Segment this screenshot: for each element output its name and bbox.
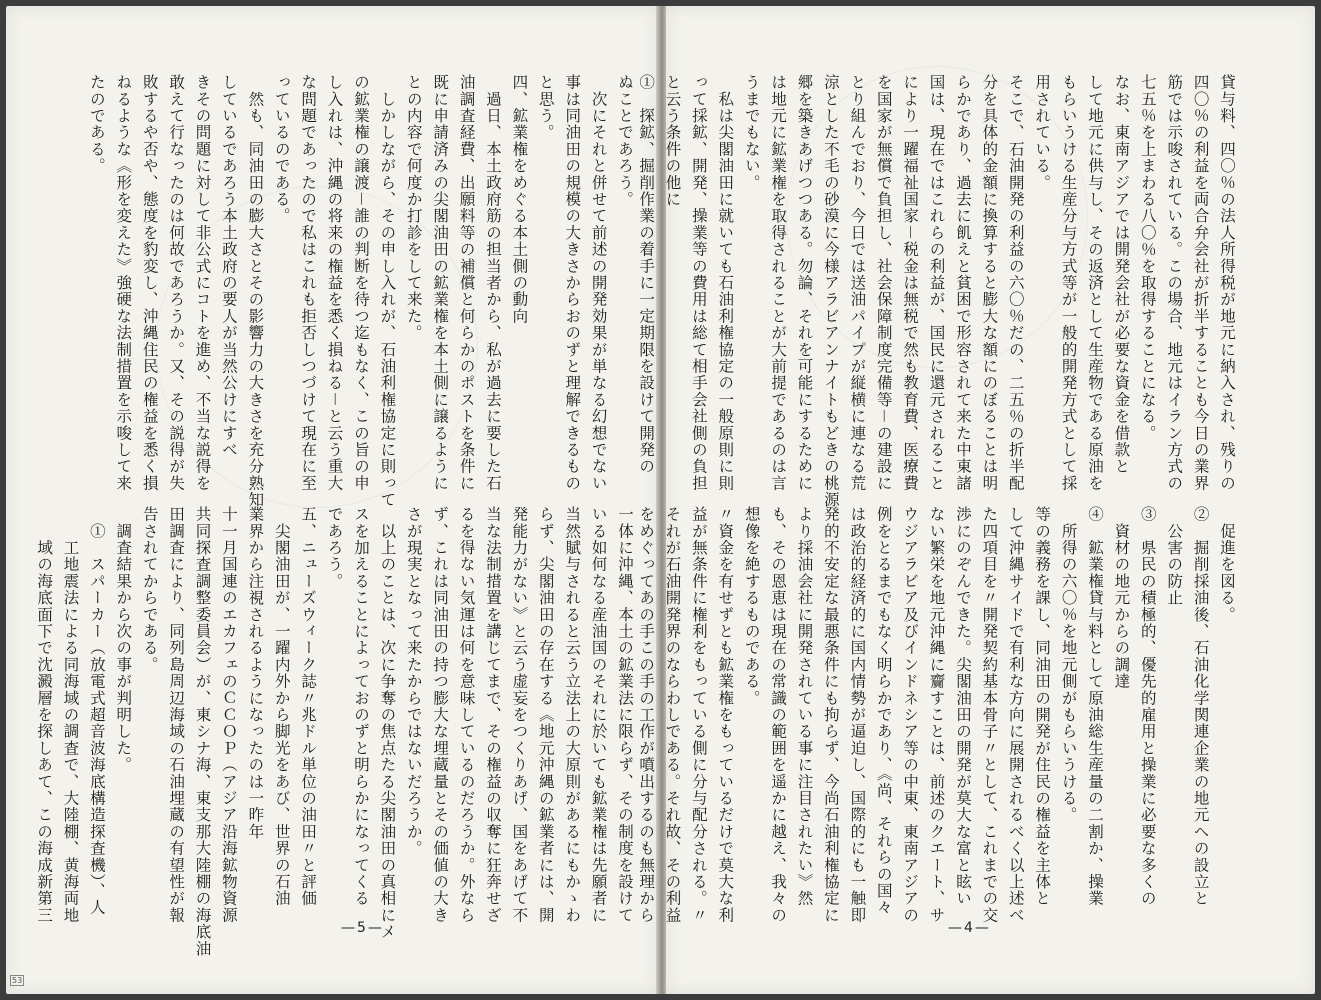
right-page-upper-column-block (637, 74, 1240, 509)
text-line: 想像を絶するものである。 (742, 506, 761, 707)
text-line: 当な法制措置を講じてまで、その権益の収奪に狂奔せざ (483, 506, 502, 924)
text-line: 例をとるまでもなく明らかであり、《尚、それらの国々 (874, 506, 893, 916)
text-line: 敗するや否や、態度を豹変し、沖縄住民の権益を悉く損 (140, 74, 159, 492)
text-line: そこで、石油開発の利益の六〇％だの、二五％の折半配 (1006, 74, 1025, 492)
text-line: ない繁栄を地元沖縄に齎すことは、前述のクエート、サ (927, 506, 946, 924)
text-line: 十一月国連のエカフェのＣＣＯＰ（アジア沿海鉱物資源 (219, 506, 238, 924)
text-line: の鉱業権の譲渡－誰の判断を待つ迄もなく、この旨の申 (351, 74, 370, 492)
left-page-upper-column-block (87, 74, 638, 509)
text-line: 分を具体的金額に換算すると膨大な額にのぼることは明 (980, 74, 999, 492)
text-line: 涼とした不毛の砂漠に今様アラビアンナイトもどきの桃源 (821, 74, 840, 509)
text-line: 用されている。 (1033, 74, 1052, 191)
left-page-lower-column-block (34, 506, 638, 957)
right-page-number: —4— (948, 920, 991, 936)
text-line: をめぐってあの手この手の工作が噴出するのも無理から (637, 506, 656, 924)
text-line: ぬことであろう。 (616, 74, 634, 208)
text-line: 油調査経費、出願料等の補償と何らかのポストを条件に (457, 74, 476, 492)
text-line: 公害の防止 (1165, 506, 1184, 607)
text-line: 共同探査調整委員会）が、東シナ海、東支那大陸棚の海底油 (193, 506, 212, 957)
text-line: 貸与料、四〇％の法人所得税が地元に納入され、残りの (1218, 74, 1236, 492)
text-line: なお、東南アジアでは開発会社が必要な資金を借款と (1112, 74, 1131, 475)
text-line: 七五％を上まわる八〇％を取得することになる。 (1138, 74, 1157, 442)
text-line: るを得ない気運は何を意味しているのだろうか。外なら (457, 506, 476, 924)
text-line: うまでもない。 (742, 74, 761, 191)
text-line: しているであろう本土政府の要人が当然公けにすべ (219, 74, 238, 459)
text-line: ③ 県民の積極的、優先的雇用と操業に必要な多くの (1138, 506, 1157, 907)
text-line: ねるような《形を変えた》強硬な法制措置を示唆して来 (114, 74, 133, 492)
text-line: らず、尖閣油田の存在する《地元沖縄の鉱業者には、開 (536, 506, 555, 924)
text-line: 国は、現在ではこれらの利益が、国民に還元されること (927, 74, 946, 492)
text-line: と思う。 (536, 74, 555, 141)
text-line: 次にそれと併せて前述の開発効果が単なる幻想でない (589, 74, 608, 492)
text-line: を国家が無償で負担し、社会保障制度完備等－の建設に (874, 74, 893, 492)
text-line: 一体に沖縄、本土の鉱業法に限らず、その制度を設けて (616, 506, 634, 924)
text-line: により一躍福祉国家－税金は無税で然も教育費、医療費 (901, 74, 920, 492)
text-line: して沖縄サイドで有利な方向に展開されるべく以上述べ (1006, 506, 1025, 924)
text-line: 〃資金を有せずとも鉱業権をもっているだけで莫大な利 (716, 506, 735, 924)
text-line: っているのである。 (272, 74, 291, 225)
text-line: 四〇％の利益を両合弁会社が折半することも今日の業界 (1191, 74, 1210, 492)
left-page (6, 6, 658, 994)
text-line: もらいうける生産分与方式等が一般的開発方式として採 (1059, 74, 1078, 492)
text-line: って採鉱、開発、操業等の費用は総て相手会社側の負担 (689, 74, 708, 492)
text-line: 以上のことは、次に争奪の焦点たる尖閣油田の真相にメ (378, 506, 397, 941)
text-line: 渉にのぞんできた。尖閣油田の開発が莫大な富と眩い (953, 506, 972, 907)
text-line: らかであり、過去に飢えと貧困で形容されて来た中東諸 (953, 74, 972, 492)
text-line: 調査結果から次の事が判明した。 (114, 506, 133, 774)
text-line: たのである。 (87, 74, 106, 175)
text-line: も、その恩恵は現在の常識の範囲を遥かに越え、我々の (769, 506, 788, 924)
text-line: ④ 鉱業権貸与料として原油総生産量の二割か、操業 (1085, 506, 1104, 907)
text-line: それが石油開発界のならわしである。それ故、その利益 (663, 506, 682, 924)
text-line: 過日、本土政府筋の担当者から、私が過去に要した石 (483, 74, 502, 492)
right-page (637, 6, 1315, 994)
text-line: スを加えることによっておのずと明らかになってくる (351, 506, 370, 907)
text-line: ウジアラビア及びインドネシア等の中東、東南アジアの (901, 506, 920, 924)
text-line: とり組んでおり、今日では送油パイプが縦横に連なる荒 (848, 74, 867, 492)
text-line: 益が無条件に権利をもっている側に分与配分される。〃 (689, 506, 708, 924)
text-line: より採油会社に開発されている事に注目されたい》然 (795, 506, 814, 907)
text-line: との内容で何度か打診をして来た。 (404, 74, 423, 342)
text-line: ② 掘削採油後、石油化学関連企業の地元への設立と (1191, 506, 1210, 907)
text-line: 筋では示唆されている。この場合、地元はイラン方式の (1165, 74, 1184, 492)
text-line: 域の海底面下で沈澱層を探しあて、この海成新第三 (35, 506, 54, 924)
text-line: 田調査により、同列島周辺海域の石油埋蔵の有望性が報 (167, 506, 186, 924)
text-line: 発的不安定な最悪条件にも拘らず、今尚石油利権協定に (821, 506, 840, 924)
text-line: 工地震法による同海域の調査で、大陸棚、黄海両地 (61, 506, 80, 924)
text-line: は政治的経済的に国内情勢が逼迫し、国際的にも一触即 (848, 506, 867, 924)
text-line: ① 探鉱、掘削作業の着手に一定期限を設けて開発の (637, 74, 656, 475)
corner-mark: 53 (12, 976, 23, 985)
text-line: 敢えて行なったのは何故であろうか。又、その説得が失 (167, 74, 186, 492)
text-line: さが現実となって来たからではないだろうか。 (404, 506, 423, 857)
text-line: な問題であったので私はこれも拒否しつづけて現在に至 (299, 74, 318, 492)
text-line: 事は同油田の規模の大きさからおのずと理解できるもの (563, 74, 582, 492)
text-line: しかしながら、その申し入れが、石油利権協定に則って (378, 74, 397, 509)
text-line: 所得の六〇％を地元側がもらいうける。 (1059, 506, 1078, 824)
text-line: 資材の地元からの調達 (1112, 506, 1131, 690)
right-page-lower-column-block (637, 506, 1240, 924)
text-line: た四項目を〃開発契約基本骨子〃として、これまでの交 (980, 506, 999, 924)
text-line: 然も、同油田の膨大さとその影響力の大きさを充分熟知 (246, 74, 265, 509)
text-line: 発能力がない》と云う虚妄をつくりあげ、国をあげて不 (510, 506, 529, 924)
text-line: 五、ニューズウィーク誌〃兆ドル単位の油田〃と評価 (299, 506, 318, 907)
text-line: して地元に供与し、その返済として生産物である原油を (1085, 74, 1104, 492)
text-line: し入れは、沖縄の将来の権益を悉く損ねる－と云う重大 (325, 74, 344, 492)
text-line: であろう。 (325, 506, 344, 590)
text-line: ず、これは同油田の持つ膨大な埋蔵量とその価値の大き (431, 506, 450, 924)
text-line: 尖閣油田が、一躍内外から脚光をあび、世界の石油 (272, 506, 291, 907)
text-line: 告されてからである。 (140, 506, 159, 673)
book-spread (6, 6, 1315, 994)
text-line: 促進を図る。 (1218, 506, 1236, 623)
left-page-number: —5— (341, 920, 384, 936)
text-line: きその問題に対して非公式にコトを進め、不当な説得を (193, 74, 212, 492)
text-line: 私は尖閣油田に就いても石油利権協定の一般原則に則 (716, 74, 735, 492)
text-line: は地元に鉱業権を取得されることが大前提であるのは言 (769, 74, 788, 492)
text-line: 業界から注視されるようになったのは一昨年 (246, 506, 265, 840)
text-line: 当然賦与されると云う立法上の大原則があるにもかゝわ (563, 506, 582, 924)
text-line: 既に申請済みの尖閣油田の鉱業権を本土側に譲るように (431, 74, 450, 492)
text-line: いる如何なる産油国のそれに於いても鉱業権は先願者に (589, 506, 608, 924)
text-line: ① スパーカー（放電式超音波海底構造探査機）、人 (87, 506, 106, 916)
text-line: 等の義務を課し、同油田の開発が住民の権益を主体と (1033, 506, 1052, 907)
text-line: 四、鉱業権をめぐる本土側の動向 (510, 74, 529, 325)
text-line: と云う条件の他に (663, 74, 682, 208)
text-line: 郷を築きあげつつある。勿論、それを可能にするために (795, 74, 814, 492)
